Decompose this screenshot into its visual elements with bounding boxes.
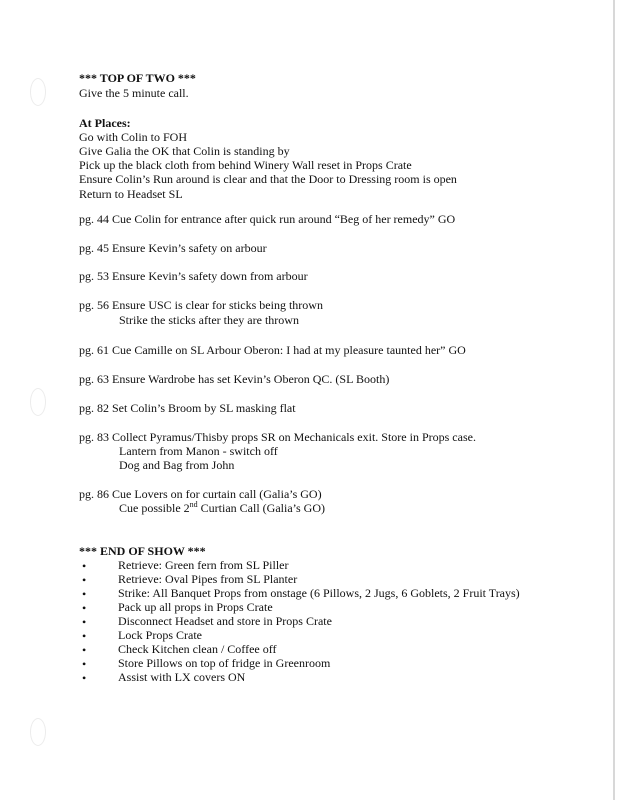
places-item: Ensure Colin’s Run around is clear and that the Door to Dressing room is open [79,172,457,186]
bullet-icon: • [82,615,87,629]
cue-pg63: pg. 63 Ensure Wardrobe has set Kevin’s Oberon QC. (SL Booth) [79,372,390,386]
bullet-icon: • [82,573,87,587]
end-item: Disconnect Headset and store in Props Crate [118,614,332,628]
cue-pg82: pg. 82 Set Colin’s Broom by SL masking flat [79,401,296,415]
cue-pg86-sub-text: Curtian Call (Galia’s GO) [197,501,325,515]
at-places-heading: At Places: [79,116,131,130]
end-item: Assist with LX covers ON [118,670,246,684]
bullet-icon: • [82,657,87,671]
cue-pg83: pg. 83 Collect Pyramus/Thisby props SR on Mechanicals exit. Store in Props case. [79,430,476,444]
cue-pg83-sub: Dog and Bag from John [119,458,235,472]
places-item: Go with Colin to FOH [79,130,188,144]
end-item: Check Kitchen clean / Coffee off [118,642,277,656]
punch-hole [30,388,46,416]
bullet-icon: • [82,587,87,601]
bullet-icon: • [82,671,87,685]
cue-pg53: pg. 53 Ensure Kevin’s safety down from arbour [79,269,308,283]
cue-pg44: pg. 44 Cue Colin for entrance after quick run around “Beg of her remedy” GO [79,212,456,226]
five-minute-call: Give the 5 minute call. [79,86,189,100]
cue-pg86-sub [119,501,325,515]
bullet-icon: • [82,643,87,657]
ordinal-suffix: nd [189,500,198,509]
cue-pg83-sub: Lantern from Manon - switch off [119,444,278,458]
end-item: Pack up all props in Props Crate [118,600,273,614]
end-item: Lock Props Crate [118,628,202,642]
end-item: Store Pillows on top of fridge in Greenroom [118,656,331,670]
end-item: Retrieve: Green fern from SL Piller [118,558,289,572]
end-item: Retrieve: Oval Pipes from SL Planter [118,572,298,586]
page-edge [613,0,615,800]
places-item: Pick up the black cloth from behind Winery Wall reset in Props Crate [79,158,412,172]
cue-pg61: pg. 61 Cue Camille on SL Arbour Oberon: I had at my pleasure taunted her” GO [79,343,466,357]
cue-pg56-sub: Strike the sticks after they are thrown [119,313,299,327]
cue-pg86-sub-text: Cue possible 2 [119,501,190,515]
cue-pg86: pg. 86 Cue Lovers on for curtain call (Galia’s GO) [79,487,322,501]
top-of-two-heading: *** TOP OF TWO *** [79,71,196,85]
places-item: Return to Headset SL [79,187,183,201]
places-item: Give Galia the OK that Colin is standing by [79,144,290,158]
end-item: Strike: All Banquet Props from onstage (6 Pillows, 2 Jugs, 6 Goblets, 2 Fruit Trays) [118,586,520,600]
bullet-icon: • [82,559,87,573]
cue-pg56: pg. 56 Ensure USC is clear for sticks being thrown [79,298,323,312]
punch-hole [30,718,46,746]
bullet-icon: • [82,601,87,615]
punch-hole [30,78,46,106]
bullet-icon: • [82,629,87,643]
cue-pg45: pg. 45 Ensure Kevin’s safety on arbour [79,241,267,255]
end-of-show-heading: *** END OF SHOW *** [79,544,206,558]
